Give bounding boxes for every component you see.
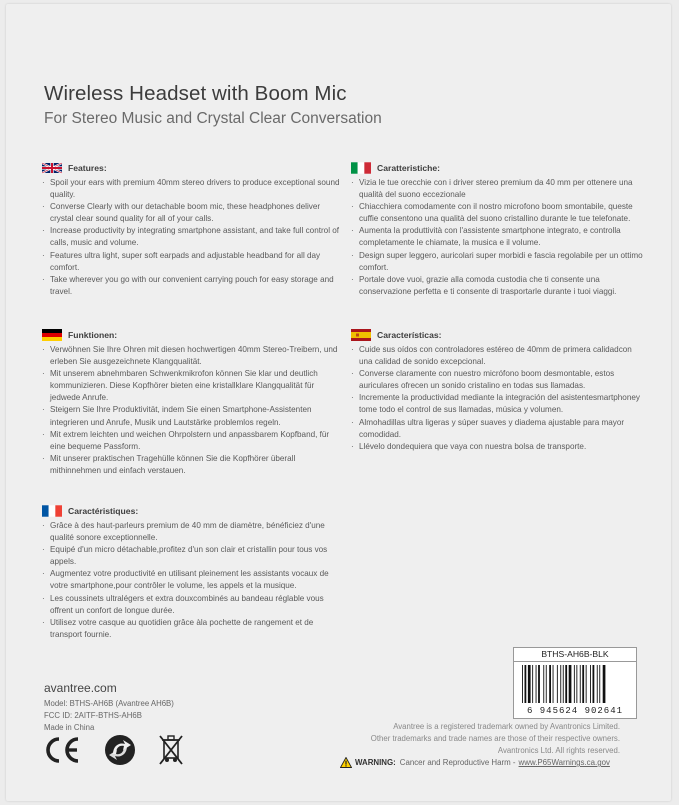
feature-item: · Vizia le tue orecchie con i driver stereo premium da 40 mm per ottenere una qualità del suono eccezionale (351, 177, 646, 201)
p65-warnings-link[interactable]: www.P65Warnings.ca.gov (518, 758, 610, 767)
feature-item: · Chiacchiera comodamente con il nostro microfono boom smontabile, queste cuffie consentono una qualità del suono cristallino durante le tue telefonate. (351, 201, 646, 225)
feature-item: · Features ultra light, super soft earpads and adjustable headband for all day comfort. (42, 250, 342, 274)
spain-flag-icon (351, 329, 371, 341)
italy-flag-icon (351, 162, 371, 174)
product-info (44, 698, 174, 734)
section-title-fr: Caractéristiques: (68, 506, 139, 516)
feature-item: · Spoil your ears with premium 40mm stereo drivers to produce exceptional sound quality. (42, 177, 342, 201)
warning-triangle-icon (340, 757, 352, 768)
product-title: Wireless Headset with Boom Mic (44, 82, 347, 105)
feature-list-fr (42, 520, 342, 641)
feature-item: · Llévelo dondequiera que vaya con nuestra bolsa de transporte. (351, 441, 646, 453)
section-title-it: Caratteristiche: (377, 163, 441, 173)
feature-item: · Mit unserem abnehmbaren Schwenkmikrofon können Sie klar und deutlich kommunizieren. Diese Kopfhörer bieten eine kristallklare Klangqualität für jedwede Anrufe. (42, 368, 342, 404)
section-header-it (351, 161, 646, 175)
weee-bin-icon (158, 734, 184, 766)
feature-item: · Almohadillas ultra ligeras y súper suaves y diadema ajustable para mayor comodidad. (351, 417, 646, 441)
feature-list-es (351, 344, 646, 453)
feature-item: · Cuide sus oídos con controladores estéreo de 40mm de primera calidadcon una calidad de sonido excepcional. (351, 344, 646, 368)
france-flag-icon (42, 505, 62, 517)
feature-item: · Utilisez votre casque au quotidien grâce àla pochette de rangement et de transport fournie. (42, 617, 342, 641)
section-title-de: Funktionen: (68, 330, 118, 340)
section-title-en: Features: (68, 163, 107, 173)
trademark-notice (371, 721, 620, 757)
feature-item: · Portale dove vuoi, grazie alla comoda custodia che ti consente una conservazione perfetta e ti consente di trasportarle durante i tuoi viaggi. (351, 274, 646, 298)
feature-item: · Augmentez votre productivité en utilisant pleinement les assistants vocaux de votre smartphone,pour contrôler le volume, les appels et la musique. (42, 568, 342, 592)
section-header-en (42, 161, 342, 175)
prop65-warning (340, 757, 610, 768)
feature-item: · Aumenta la produttività con l'assistente smartphone integrato, e controlla completamente le chiamate, la musica e il volume. (351, 225, 646, 249)
warning-text: Cancer and Reproductive Harm - (399, 758, 516, 767)
features-section-de (42, 328, 342, 477)
feature-item: · Steigern Sie Ihre Produktivität, indem Sie einen Smartphone-Assistenten integrieren und Anrufe, Musik und Lautstärke problemlos regeln. (42, 404, 342, 428)
features-section-en (42, 161, 342, 298)
model-number: Model: BTHS-AH6B (Avantree AH6B) (44, 699, 174, 708)
feature-item: · Incremente la productividad mediante la integración del asistentesmartphoney tome todo el control de sus llamadas, música y volumen. (351, 392, 646, 416)
feature-item: · Take wherever you go with our convenient carrying pouch for easy storage and travel. (42, 274, 342, 298)
features-section-fr (42, 504, 342, 641)
sku-code: BTHS-AH6B-BLK (514, 648, 636, 662)
uk-flag-icon (42, 162, 62, 174)
feature-item: · Mit extrem leichten und weichen Ohrpolstern und anpassbarem Kopfband, für eine bequeme Passform. (42, 429, 342, 453)
made-in: Made in China (44, 723, 95, 732)
germany-flag-icon (42, 329, 62, 341)
feature-list-it (351, 177, 646, 298)
feature-item: · Design super leggero, auricolari super morbidi e fascia regolabile per un ottimo comfort. (351, 250, 646, 274)
feature-item: · Converse Clearly with our detachable boom mic, these headphones deliver crystal clear sound quality for all of your calls. (42, 201, 342, 225)
product-subtitle: For Stereo Music and Crystal Clear Conversation (44, 110, 382, 127)
section-header-de (42, 328, 342, 342)
trademark-line: Other trademarks and trade names are those of their respective owners. (370, 734, 620, 743)
feature-list-de (42, 344, 342, 477)
recycle-icon (104, 734, 136, 766)
certification-marks (42, 734, 206, 766)
feature-item: · Equipé d'un micro détachable,profitez d'un son clair et cristallin pour tous vos appels. (42, 544, 342, 568)
barcode-number: 6 945624 902641 (526, 706, 623, 716)
feature-item: · Verwöhnen Sie Ihre Ohren mit diesen hochwertigen 40mm Stereo-Treibern, und erleben Sie ausgezeichnete Klangqualität. (42, 344, 342, 368)
feature-item: · Increase productivity by integrating smartphone assistant, and take full control of calls, music and volume. (42, 225, 342, 249)
ce-mark-icon (42, 736, 82, 764)
website-url: avantree.com (44, 681, 117, 695)
trademark-line: Avantree is a registered trademark owned by Avantronics Limited. (393, 722, 620, 731)
feature-item: · Grâce à des haut-parleurs premium de 40 mm de diamètre, bénéficiez d'une qualité sonore exceptionnelle. (42, 520, 342, 544)
section-header-es (351, 328, 646, 342)
trademark-line: Avantronics Ltd. All rights reserved. (497, 746, 620, 755)
package-back-panel (6, 4, 671, 801)
section-title-es: Características: (377, 330, 442, 340)
barcode-label (513, 647, 637, 719)
section-header-fr (42, 504, 342, 518)
features-section-it (351, 161, 646, 298)
fcc-id: FCC ID: 2AITF-BTHS-AH6B (44, 711, 142, 720)
features-section-es (351, 328, 646, 453)
feature-item: · Mit unserer praktischen Tragehülle können Sie die Kopfhörer überall mithinnehmen und einfach verstauen. (42, 453, 342, 477)
feature-item: · Les coussinets ultralégers et extra douxcombinés au bandeau réglable vous offrent un confort de longue durée. (42, 593, 342, 617)
feature-list-en (42, 177, 342, 298)
barcode-icon (520, 665, 630, 705)
feature-item: · Converse claramente con nuestro micrófono boom desmontable, estos auriculares ofrecen un sonido cristalino en todas sus llamadas. (351, 368, 646, 392)
warning-label: WARNING: (355, 758, 396, 767)
